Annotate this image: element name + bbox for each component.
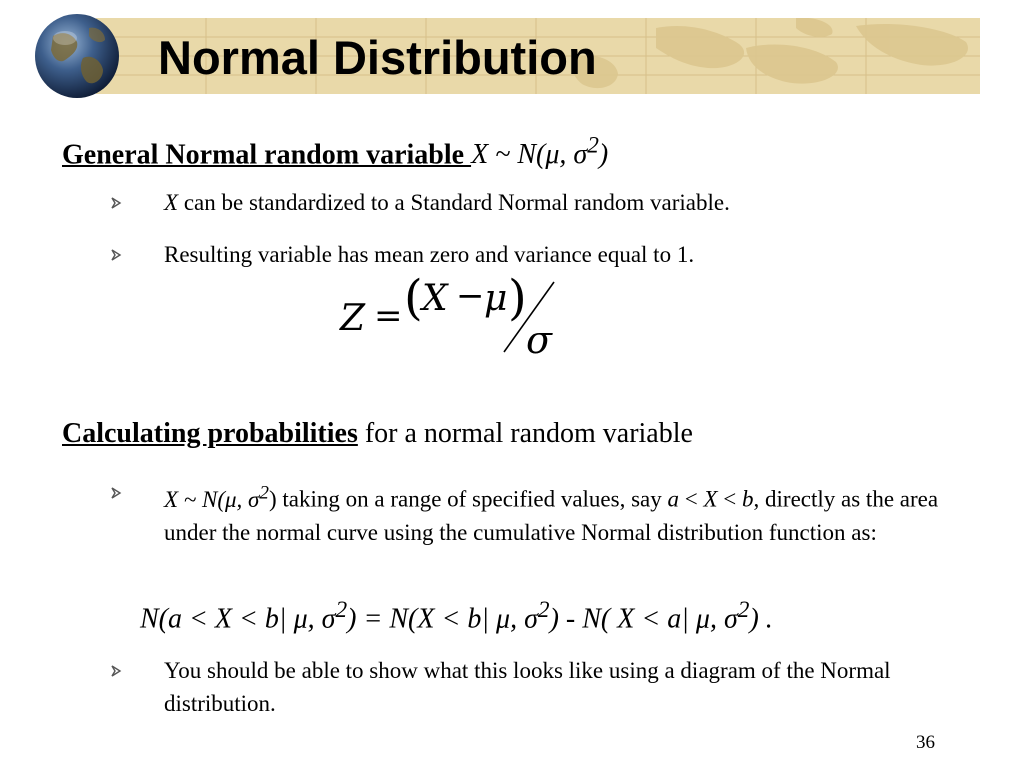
x-symbol: X bbox=[422, 278, 448, 319]
mu-symbol: μ bbox=[484, 278, 508, 319]
heading-calculating-probabilities bbox=[62, 416, 693, 452]
bullet-diagram-text: You should be able to show what this looks like using a diagram of the Normal distribution. bbox=[164, 658, 891, 716]
bullet-resulting-variable bbox=[110, 238, 990, 271]
heading-general-label: General Normal random variable bbox=[62, 139, 472, 171]
probability-formula: N(a < X < b| μ, $\sigma^2) = N(X < b|$ μ, $\sigma^2) - N$( X < a| μ, $\sigma^2$) . bbox=[140, 597, 773, 635]
minus-sign: − bbox=[456, 276, 485, 316]
bullet-range-values-text: X ~ N(μ, $\sigma^2$) taking on a range of specified values, say a < X < b, directly as the area under the normal curve using the cumulative Normal distribution function as: bbox=[164, 482, 939, 545]
arrow-bullet-icon bbox=[110, 476, 126, 509]
arrow-bullet-icon bbox=[110, 186, 126, 219]
arrow-bullet-icon bbox=[110, 238, 126, 271]
equals-sign: = bbox=[374, 296, 403, 336]
bullet-resulting-variable-text: Resulting variable has mean zero and variance equal to 1. bbox=[164, 242, 695, 267]
globe-icon bbox=[33, 12, 121, 100]
bullet-range-values bbox=[110, 476, 990, 549]
heading-general-normal bbox=[62, 128, 608, 173]
bullet-standardize bbox=[110, 186, 990, 219]
heading-calc-label: Calculating probabilities bbox=[62, 418, 358, 449]
sigma-symbol: σ bbox=[526, 318, 552, 362]
bullet-standardize-text: X can be standardized to a Standard Normal random variable. bbox=[164, 190, 730, 215]
z-score-formula bbox=[336, 270, 576, 380]
heading-calc-rest: for a normal random variable bbox=[357, 418, 693, 449]
slide-title: Normal Distribution bbox=[158, 31, 597, 84]
left-paren: ( bbox=[404, 270, 423, 326]
bullet-diagram bbox=[110, 654, 990, 720]
heading-general-notation: X ~ N(μ, $\sigma^2$) bbox=[471, 133, 609, 171]
right-paren: ) bbox=[508, 270, 527, 326]
arrow-bullet-icon bbox=[110, 654, 126, 687]
page-number: 36 bbox=[916, 732, 935, 753]
z-symbol: Z bbox=[340, 298, 366, 339]
